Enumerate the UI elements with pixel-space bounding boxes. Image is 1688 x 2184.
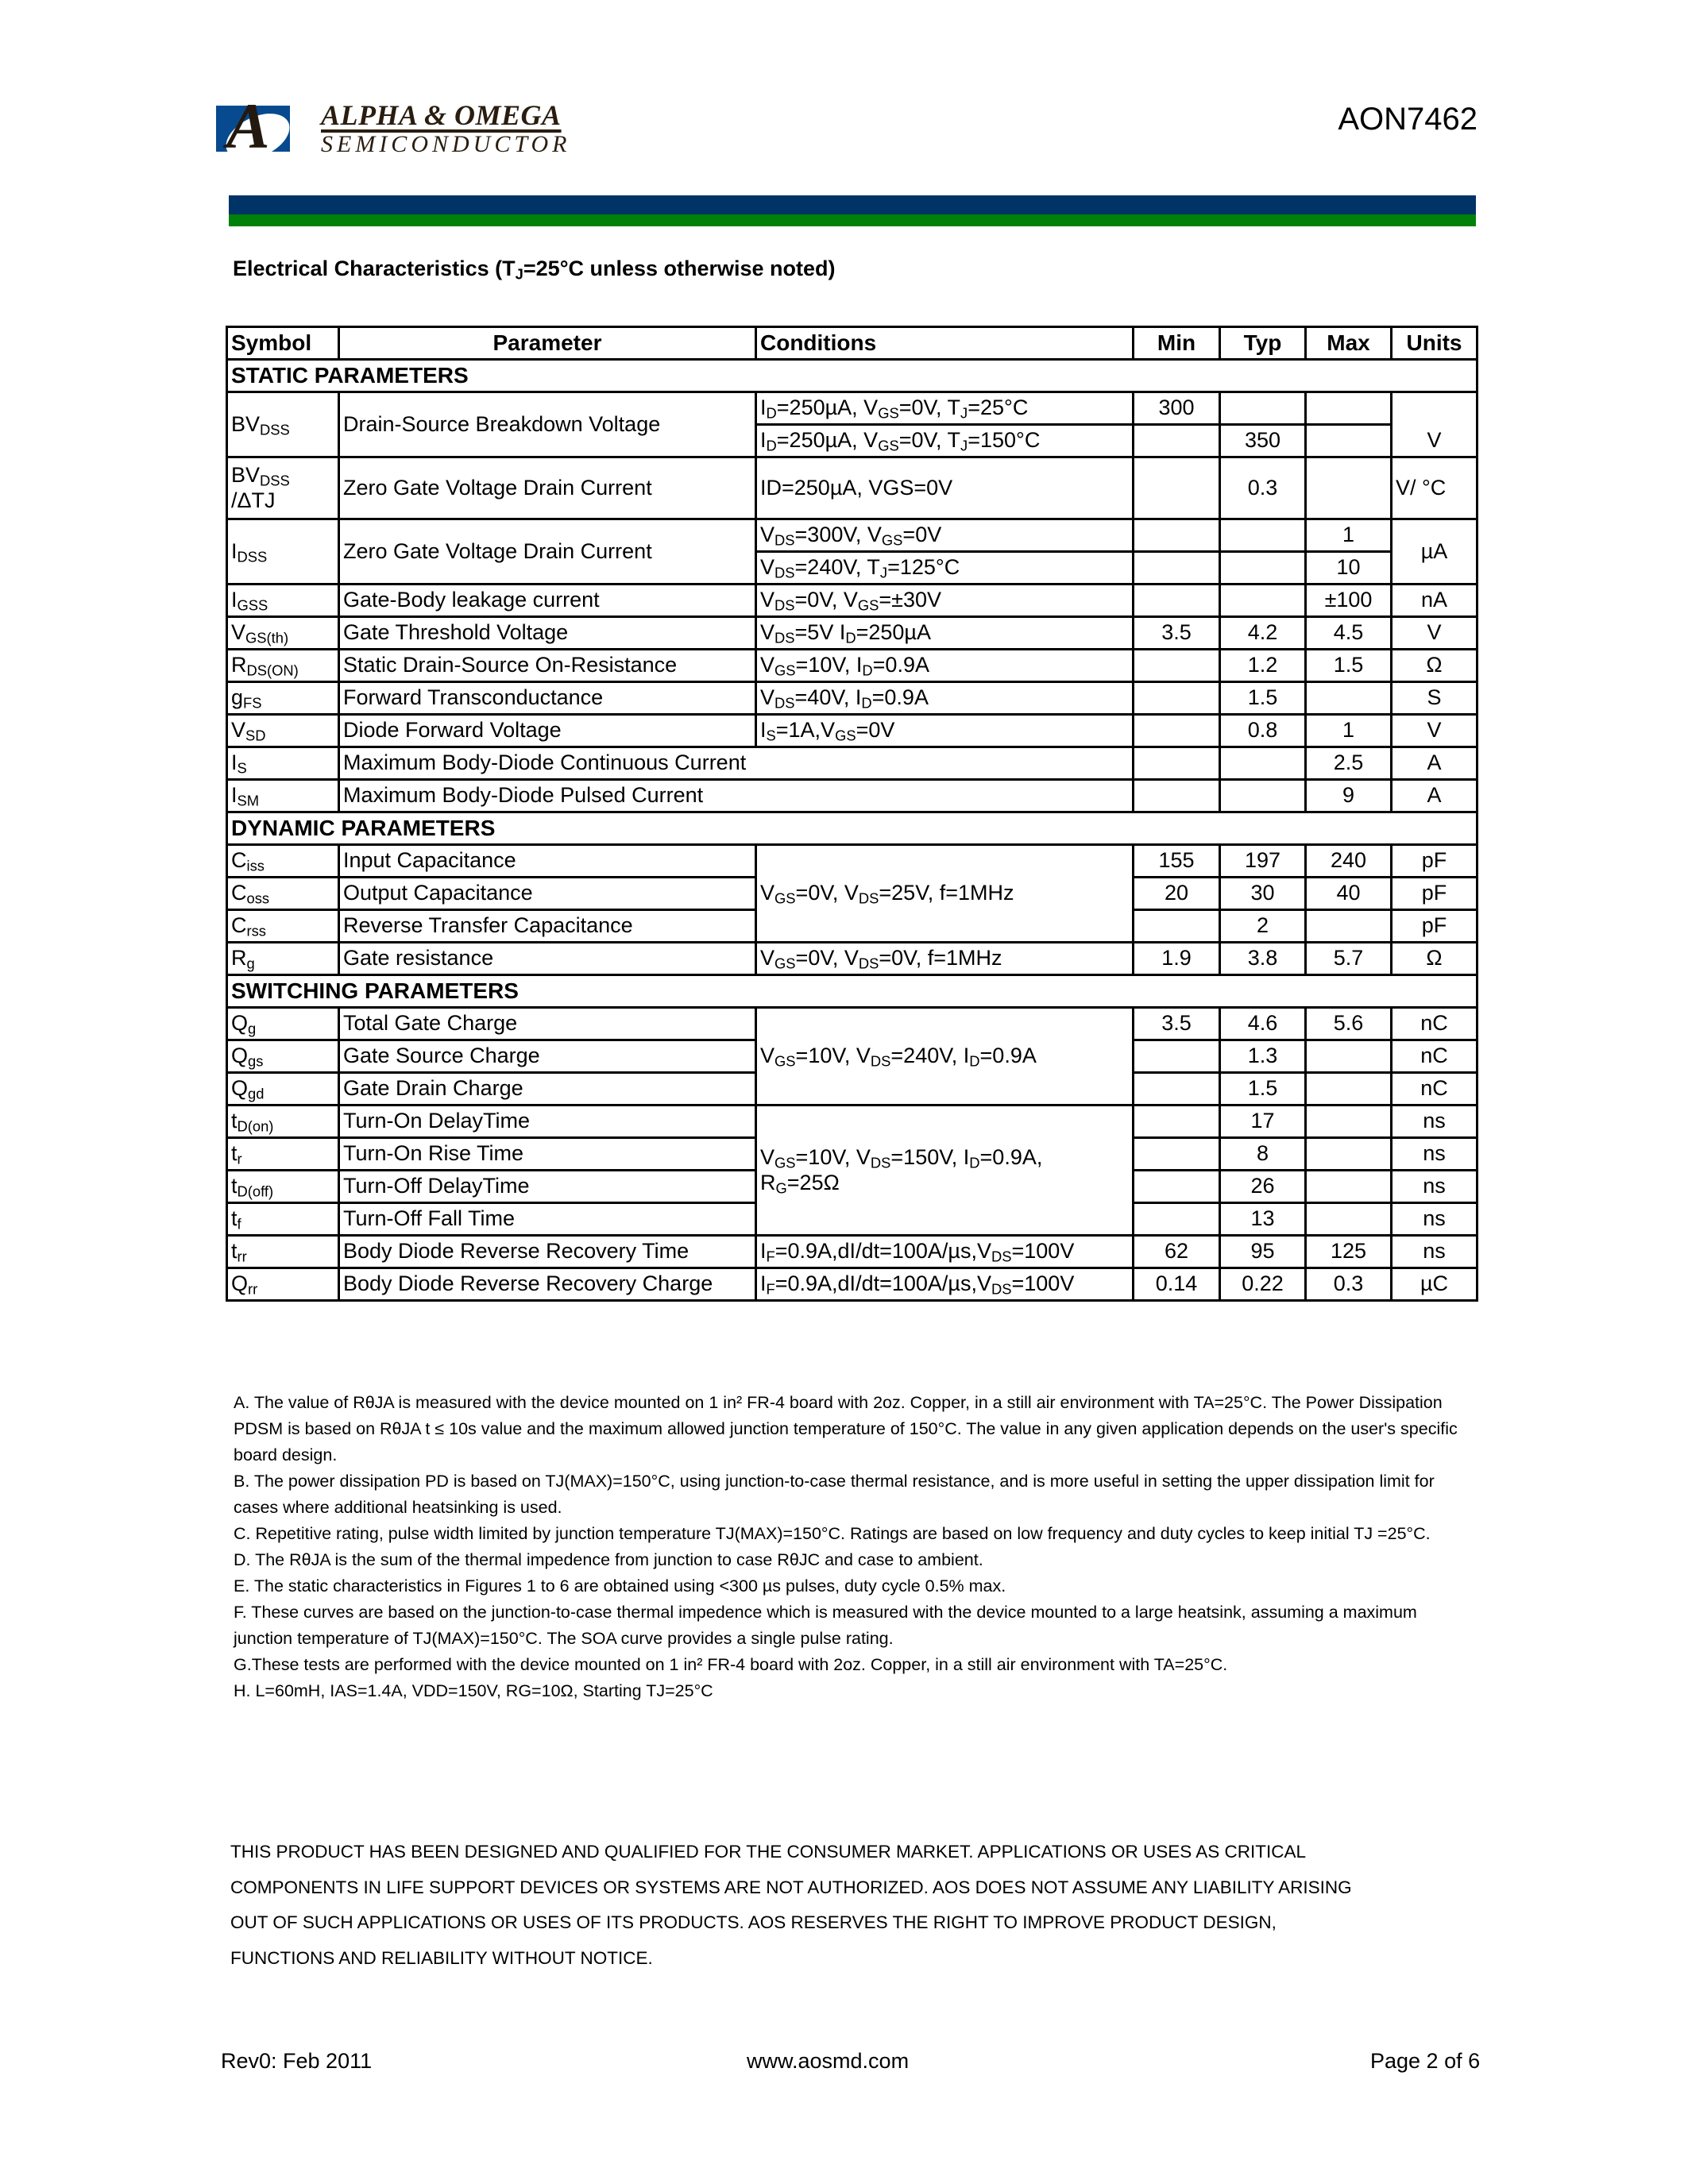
min: [1134, 1040, 1220, 1073]
symbol: $I_{DSS}$: [227, 519, 339, 585]
min: 155: [1134, 845, 1220, 878]
typ: 0.22: [1220, 1268, 1306, 1301]
min: [1134, 552, 1220, 585]
parameter: Gate-Body leakage current: [339, 585, 756, 617]
min: 3.5: [1134, 1008, 1220, 1040]
note-e: E. The static characteristics in Figures 1 to 6 are obtained using <300 µs pulses, duty cycle 0.5% max.: [234, 1576, 1006, 1596]
note-f: F. These curves are based on the junction-to-case thermal impedence which is measured with the device mounted to a large heatsink, assuming a maximum junction temperature of TJ(MAX)=150°C. The SOA curve provides a single pulse rating.: [234, 1603, 1417, 1648]
units: Ω: [1392, 943, 1477, 975]
section-static: STATIC PARAMETERS: [227, 360, 1477, 392]
max: [1306, 1073, 1392, 1106]
typ: [1220, 552, 1306, 585]
table-row: [227, 682, 1477, 715]
symbol: $BV_{DSS}$ /ΔTJ: [227, 457, 339, 519]
conditions: $V_{GS}=10V$, $I_D=0.9A$: [756, 650, 1134, 682]
max: ±100: [1306, 585, 1392, 617]
part-number: AON7462: [1338, 102, 1477, 137]
typ: 3.8: [1220, 943, 1306, 975]
conditions: $V_{GS}=0V$, $V_{DS}=25V$, f=1MHz: [756, 845, 1134, 943]
min: [1134, 1138, 1220, 1171]
parameter: Gate Source Charge: [339, 1040, 756, 1073]
max: [1306, 425, 1392, 457]
header-max: Max: [1306, 327, 1392, 360]
min: [1134, 715, 1220, 747]
max: [1306, 1040, 1392, 1073]
symbol: $I_S$: [227, 747, 339, 780]
max: 2.5: [1306, 747, 1392, 780]
min: [1134, 425, 1220, 457]
typ: 17: [1220, 1106, 1306, 1138]
max: [1306, 457, 1392, 519]
max: 40: [1306, 878, 1392, 910]
max: 1: [1306, 519, 1392, 552]
table-row: [227, 715, 1477, 747]
max: [1306, 1138, 1392, 1171]
note-b: B. The power dissipation PD is based on TJ(MAX)=150°C, using junction-to-case thermal resistance, and is more useful in setting the upper dissipation limit for cases where additional heatsinking is used.: [234, 1472, 1435, 1517]
units: V/ °C: [1392, 457, 1477, 519]
min: [1134, 519, 1220, 552]
header-typ: Typ: [1220, 327, 1306, 360]
parameter: Zero Gate Voltage Drain Current: [339, 519, 756, 585]
footer-page-number: Page 2 of 6: [1370, 2049, 1481, 2073]
min: 62: [1134, 1236, 1220, 1268]
symbol: $C_{iss}$: [227, 845, 339, 878]
typ: 1.3: [1220, 1040, 1306, 1073]
typ: 2: [1220, 910, 1306, 943]
typ: 8: [1220, 1138, 1306, 1171]
table-row: [227, 1008, 1477, 1040]
typ: [1220, 780, 1306, 812]
table-row: [227, 845, 1477, 878]
symbol: $I_{SM}$: [227, 780, 339, 812]
units: µC: [1392, 1268, 1477, 1301]
typ: 0.3: [1220, 457, 1306, 519]
table-row: [227, 747, 1477, 780]
table-row: [227, 650, 1477, 682]
max: 240: [1306, 845, 1392, 878]
disclaimer-line: OUT OF SUCH APPLICATIONS OR USES OF ITS PRODUCTS. AOS RESERVES THE RIGHT TO IMPROVE PRODUCT DESIGN,: [230, 1912, 1277, 1932]
min: [1134, 780, 1220, 812]
note-g: G.These tests are performed with the device mounted on 1 in² FR-4 board with 2oz. Copper, in a still air environment with TA=25°C.: [234, 1655, 1228, 1674]
min: 3.5: [1134, 617, 1220, 650]
symbol: $t_r$: [227, 1138, 339, 1171]
conditions: $I_F=0.9A,dI/dt=100A/\mu s,V_{DS}=100V$: [756, 1236, 1134, 1268]
header-bar-navy: [229, 195, 1476, 214]
typ: 1.5: [1220, 1073, 1306, 1106]
max: 4.5: [1306, 617, 1392, 650]
symbol: $t_{D(off)}$: [227, 1171, 339, 1203]
header-bar-green: [229, 214, 1476, 226]
symbol: $V_{GS(th)}$: [227, 617, 339, 650]
parameter: Forward Transconductance: [339, 682, 756, 715]
units: ns: [1392, 1236, 1477, 1268]
typ: [1220, 747, 1306, 780]
conditions: $V_{GS}=0V$, $V_{DS}=0V$, f=1MHz: [756, 943, 1134, 975]
typ: 26: [1220, 1171, 1306, 1203]
symbol: $t_f$: [227, 1203, 339, 1236]
typ: 95: [1220, 1236, 1306, 1268]
min: 0.14: [1134, 1268, 1220, 1301]
table-row: [227, 457, 1477, 519]
table-row: [227, 617, 1477, 650]
max: [1306, 1203, 1392, 1236]
parameter: Gate Threshold Voltage: [339, 617, 756, 650]
parameter: Gate resistance: [339, 943, 756, 975]
conditions: $V_{DS}=300V$, $V_{GS}=0V$: [756, 519, 1134, 552]
parameter: Total Gate Charge: [339, 1008, 756, 1040]
max: 1.5: [1306, 650, 1392, 682]
table-row: [227, 1106, 1477, 1138]
conditions: $I_D=250\mu A$, $V_{GS}=0V$, $T_J=150^\circ C$: [756, 425, 1134, 457]
parameter: Turn-On DelayTime: [339, 1106, 756, 1138]
header-min: Min: [1134, 327, 1220, 360]
symbol: $Q_{rr}$: [227, 1268, 339, 1301]
company-subtitle: SEMICONDUCTOR: [321, 131, 571, 157]
section-switching: SWITCHING PARAMETERS: [227, 975, 1477, 1008]
typ: 13: [1220, 1203, 1306, 1236]
units: nA: [1392, 585, 1477, 617]
disclaimer-line: FUNCTIONS AND RELIABILITY WITHOUT NOTICE.: [230, 1947, 653, 1968]
max: 5.6: [1306, 1008, 1392, 1040]
table-header-row: [227, 327, 1477, 360]
electrical-characteristics-table: [226, 326, 1478, 1302]
symbol: $I_{GSS}$: [227, 585, 339, 617]
typ: [1220, 585, 1306, 617]
company-name: ALPHA & OMEGA: [321, 99, 562, 131]
note-d: D. The RθJA is the sum of the thermal impedence from junction to case RθJC and case to ambient.: [234, 1550, 983, 1569]
note-c: C. Repetitive rating, pulse width limited by junction temperature TJ(MAX)=150°C. Ratings are based on low frequency and duty cycles to keep initial TJ =25°C.: [234, 1524, 1431, 1543]
units: nC: [1392, 1008, 1477, 1040]
symbol: $Q_{gd}$: [227, 1073, 339, 1106]
typ: 30: [1220, 878, 1306, 910]
min: 20: [1134, 878, 1220, 910]
parameter: Turn-On Rise Time: [339, 1138, 756, 1171]
max: 9: [1306, 780, 1392, 812]
section-dynamic: DYNAMIC PARAMETERS: [227, 812, 1477, 845]
typ: 197: [1220, 845, 1306, 878]
parameter: Maximum Body-Diode Continuous Current: [339, 747, 1134, 780]
parameter: Maximum Body-Diode Pulsed Current: [339, 780, 1134, 812]
min: [1134, 1171, 1220, 1203]
note-a: A. The value of RθJA is measured with the device mounted on 1 in² FR-4 board with 2oz. Copper, in a still air environment with TA=25°C. The Power Dissipation PDSM is based on RθJA t ≤ 10s value and the maximum allowed junction temperature of 150°C. The value in any given application depends on the user's specific board design.: [234, 1393, 1458, 1464]
typ: 1.2: [1220, 650, 1306, 682]
max: 10: [1306, 552, 1392, 585]
min: [1134, 682, 1220, 715]
parameter: Static Drain-Source On-Resistance: [339, 650, 756, 682]
units: pF: [1392, 910, 1477, 943]
units: µA: [1392, 519, 1477, 585]
units: pF: [1392, 878, 1477, 910]
min: 1.9: [1134, 943, 1220, 975]
units: S: [1392, 682, 1477, 715]
parameter: Turn-Off Fall Time: [339, 1203, 756, 1236]
table-row: [227, 585, 1477, 617]
logo-ap-glyph: A: [226, 90, 270, 162]
conditions: $V_{DS}=0V$, $V_{GS}=\pm 30V$: [756, 585, 1134, 617]
typ: 350: [1220, 425, 1306, 457]
conditions: ID=250µA, VGS=0V: [756, 457, 1134, 519]
disclaimer-line: THIS PRODUCT HAS BEEN DESIGNED AND QUALIFIED FOR THE CONSUMER MARKET. APPLICATIONS OR USES AS CRITICAL: [230, 1842, 1306, 1862]
parameter: Output Capacitance: [339, 878, 756, 910]
min: [1134, 747, 1220, 780]
header-parameter: Parameter: [339, 327, 756, 360]
conditions: $V_{DS}=5V$ $I_D=250\mu A$: [756, 617, 1134, 650]
header-symbol: Symbol: [227, 327, 339, 360]
section-title: Electrical Characteristics ($T_J=25^\circ C$ unless otherwise noted): [233, 257, 836, 283]
typ: [1220, 519, 1306, 552]
symbol: $R_{DS(ON)}$: [227, 650, 339, 682]
conditions: $I_D=250\mu A$, $V_{GS}=0V$, $T_J=25^\circ C$: [756, 392, 1134, 425]
units: pF: [1392, 845, 1477, 878]
max: [1306, 682, 1392, 715]
units: ns: [1392, 1171, 1477, 1203]
min: [1134, 1106, 1220, 1138]
parameter: Zero Gate Voltage Drain Current: [339, 457, 756, 519]
max: [1306, 392, 1392, 425]
table-row: [227, 1236, 1477, 1268]
table-row: [227, 519, 1477, 552]
symbol: $t_{D(on)}$: [227, 1106, 339, 1138]
conditions: $I_S=1A,V_{GS}=0V$: [756, 715, 1134, 747]
min: [1134, 1203, 1220, 1236]
conditions: $V_{DS}=40V$, $I_D=0.9A$: [756, 682, 1134, 715]
parameter: Gate Drain Charge: [339, 1073, 756, 1106]
symbol: $C_{rss}$: [227, 910, 339, 943]
footer-website[interactable]: www.aosmd.com: [747, 2049, 910, 2073]
typ: 1.5: [1220, 682, 1306, 715]
min: [1134, 650, 1220, 682]
conditions: $I_F=0.9A,dI/dt=100A/\mu s,V_{DS}=100V$: [756, 1268, 1134, 1301]
typ: [1220, 392, 1306, 425]
units: ns: [1392, 1138, 1477, 1171]
min: [1134, 910, 1220, 943]
parameter: Body Diode Reverse Recovery Charge: [339, 1268, 756, 1301]
header-conditions: Conditions: [756, 327, 1134, 360]
parameter: Turn-Off DelayTime: [339, 1171, 756, 1203]
note-h: H. L=60mH, IAS=1.4A, VDD=150V, RG=10Ω, Starting TJ=25°C: [234, 1681, 713, 1700]
typ: 4.2: [1220, 617, 1306, 650]
conditions: $V_{DS}=240V$, $T_J=125^\circ C$: [756, 552, 1134, 585]
symbol: $Q_{gs}$: [227, 1040, 339, 1073]
units: V: [1392, 715, 1477, 747]
table-row: [227, 780, 1477, 812]
units: A: [1392, 747, 1477, 780]
units: Ω: [1392, 650, 1477, 682]
conditions: $V_{GS}=10V$, $V_{DS}=240V$, $I_D=0.9A$: [756, 1008, 1134, 1106]
parameter: Input Capacitance: [339, 845, 756, 878]
units: nC: [1392, 1073, 1477, 1106]
typ: 0.8: [1220, 715, 1306, 747]
units: V: [1392, 617, 1477, 650]
symbol: $BV_{DSS}$: [227, 392, 339, 457]
conditions: $V_{GS}=10V$, $V_{DS}=150V$, $I_D=0.9A$, $R_G=25\Omega$: [756, 1106, 1134, 1236]
max: 1: [1306, 715, 1392, 747]
min: [1134, 457, 1220, 519]
max: 0.3: [1306, 1268, 1392, 1301]
max: 125: [1306, 1236, 1392, 1268]
min: [1134, 1073, 1220, 1106]
max: [1306, 910, 1392, 943]
parameter: Reverse Transfer Capacitance: [339, 910, 756, 943]
footer-revision: Rev0: Feb 2011: [221, 2049, 373, 2073]
disclaimer: [230, 1835, 1501, 1976]
symbol: $g_{FS}$: [227, 682, 339, 715]
parameter: Drain-Source Breakdown Voltage: [339, 392, 756, 457]
symbol: $R_g$: [227, 943, 339, 975]
disclaimer-line: COMPONENTS IN LIFE SUPPORT DEVICES OR SYSTEMS ARE NOT AUTHORIZED. AOS DOES NOT ASSUME ANY LIABILITY ARISING: [230, 1877, 1352, 1897]
table-row: [227, 1268, 1477, 1301]
symbol: $Q_g$: [227, 1008, 339, 1040]
parameter: Diode Forward Voltage: [339, 715, 756, 747]
min: [1134, 585, 1220, 617]
table-row: [227, 943, 1477, 975]
units: V: [1392, 392, 1477, 457]
units: ns: [1392, 1106, 1477, 1138]
footnotes: [234, 1390, 1473, 1704]
max: [1306, 1171, 1392, 1203]
units: A: [1392, 780, 1477, 812]
header-units: Units: [1392, 327, 1477, 360]
typ: 4.6: [1220, 1008, 1306, 1040]
max: [1306, 1106, 1392, 1138]
table-row: [227, 392, 1477, 425]
symbol: $t_{rr}$: [227, 1236, 339, 1268]
symbol: $C_{oss}$: [227, 878, 339, 910]
units: nC: [1392, 1040, 1477, 1073]
units: ns: [1392, 1203, 1477, 1236]
min: 300: [1134, 392, 1220, 425]
parameter: Body Diode Reverse Recovery Time: [339, 1236, 756, 1268]
max: 5.7: [1306, 943, 1392, 975]
symbol: $V_{SD}$: [227, 715, 339, 747]
